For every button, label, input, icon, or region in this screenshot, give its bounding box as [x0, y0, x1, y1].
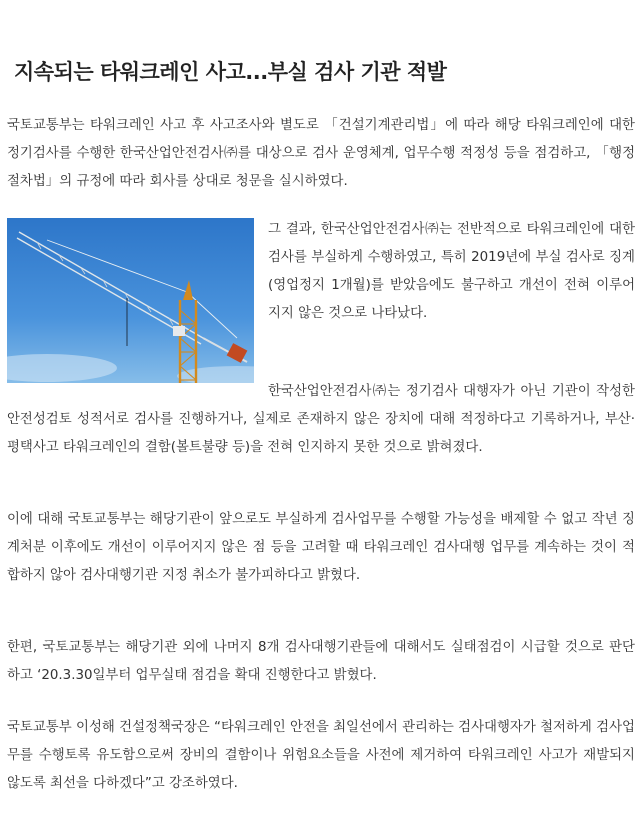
paragraph-3: 한국산업안전검사㈜는 정기검사 대행자가 아닌 기관이 작성한 안전성검토 성적서로 검사를 진행하거나, 실제로 존재하지 않은 장치에 대해 적정하다고 기록하거나, 부산·평택사고 타워크레인의 결함(볼트불량 등)을 전혀 인지하지 못한 것으로 밝혀졌다.	[7, 384, 635, 455]
tower-crane-photo	[7, 218, 254, 383]
article-title: 지속되는 타워크레인 사고...부실 검사 기관 적발	[14, 60, 447, 84]
paragraph-1: 국토교통부는 타워크레인 사고 후 사고조사와 별도로 「건설기계관리법」에 따라 해당 타워크레인에 대한 정기검사를 수행한 한국산업안전검사㈜를 대상으로 검사 운영체계, 업무수행 적정성 등을 점검하고, 「행정절차법」의 규정에 따라 회사를 상대로 청문을 실시하였다.	[7, 118, 635, 189]
paragraph-2: 그 결과, 한국산업안전검사㈜는 전반적으로 타워크레인에 대한 검사를 부실하게 수행하였고, 특히 2019년에 부실 검사로 징계(영업정지 1개월)를 받았음에도 불구하고 개선이 전혀 이루어지지 않은 것으로 나타났다.	[268, 222, 635, 321]
paragraph-5: 한편, 국토교통부는 해당기관 외에 나머지 8개 검사대행기관들에 대해서도 실태점검이 시급할 것으로 판단하고 ‘20.3.30일부터 업무실태 점검을 확대 진행한다고 밝혔다.	[7, 640, 635, 683]
paragraph-4: 이에 대해 국토교통부는 해당기관이 앞으로도 부실하게 검사업무를 수행할 가능성을 배제할 수 없고 작년 징계처분 이후에도 개선이 이루어지지 않은 점 등을 고려할 때 타워크레인 검사대행 업무를 계속하는 것이 적합하지 않아 검사대행기관 지정 취소가 불가피하다고 밝혔다.	[7, 512, 635, 583]
paragraph-6: 국토교통부 이성해 건설정책국장은 “타워크레인 안전을 최일선에서 관리하는 검사대행자가 철저하게 검사업무를 수행토록 유도함으로써 장비의 결함이나 위험요소들을 사전에 제거하여 타워크레인 사고가 재발되지 않도록 최선을 다하겠다”고 강조하였다.	[7, 720, 635, 791]
